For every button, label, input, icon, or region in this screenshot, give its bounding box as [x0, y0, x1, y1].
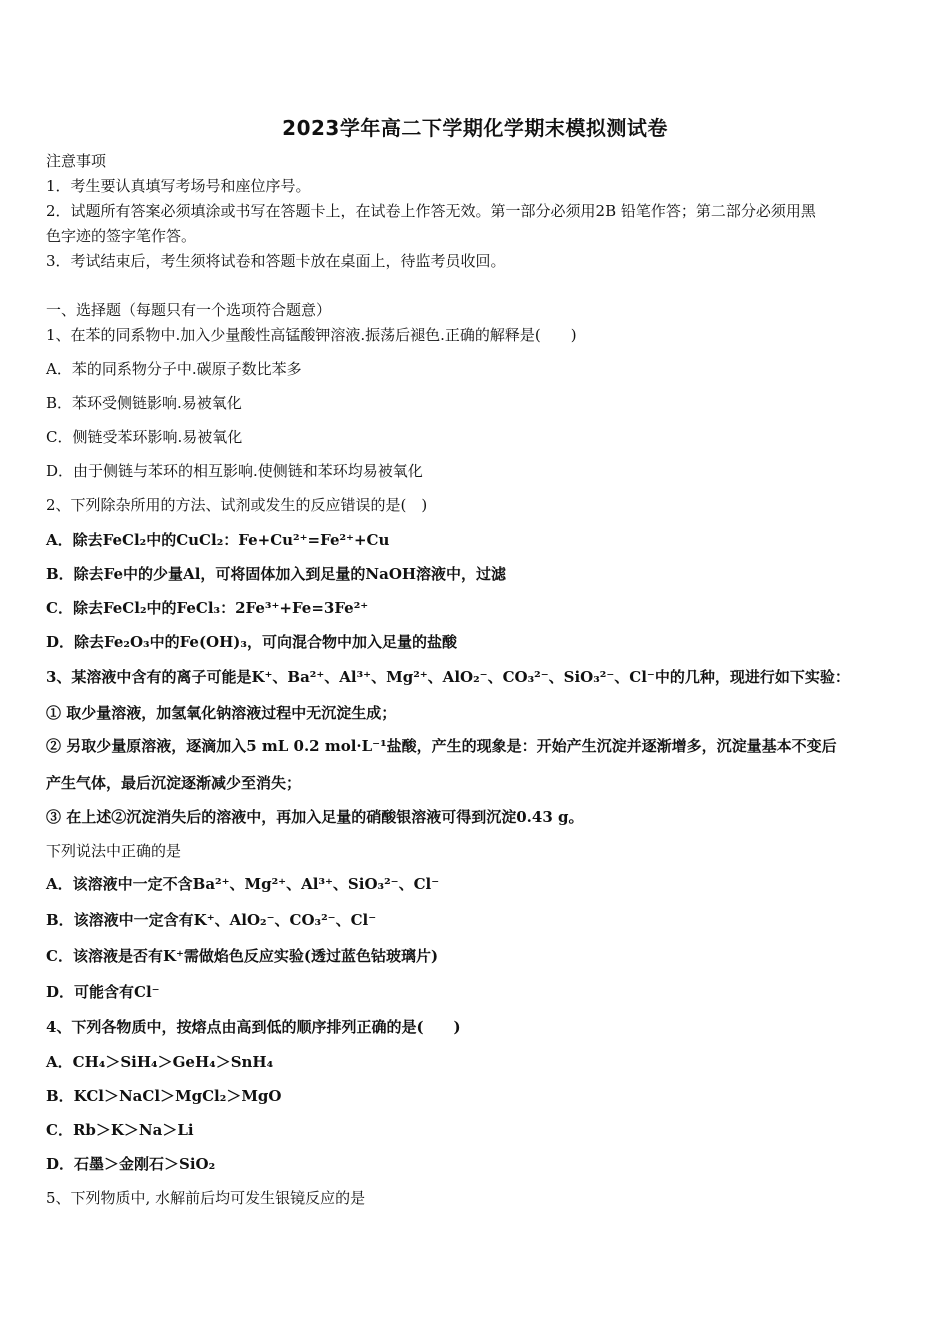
q3-experiment-1: ① 取少量溶液，加氢氧化钠溶液过程中无沉淀生成； — [46, 704, 397, 722]
q2-option-a: A．除去FeCl₂中的CuCl₂：Fe+Cu²⁺=Fe²⁺+Cu — [46, 531, 390, 549]
notice-item-2: 2．试题所有答案必须填涂或书写在答题卡上，在试卷上作答无效。第一部分必须用2B 铅笔作答；第二部分必须用黑 — [46, 202, 816, 220]
q4-option-a: A．CH₄＞SiH₄＞GeH₄＞SnH₄ — [46, 1053, 274, 1071]
notice-item-2-cont: 色字迹的签字笔作答。 — [46, 227, 197, 245]
q4-stem: 4、下列各物质中，按熔点由高到低的顺序排列正确的是( ) — [46, 1018, 461, 1036]
q3-option-d: D．可能含有Cl⁻ — [46, 983, 160, 1001]
q1-stem: 1、在苯的同系物中.加入少量酸性高锰酸钾溶液.振荡后褪色.正确的解释是( ) — [46, 326, 577, 344]
q4-option-c: C．Rb＞K＞Na＞Li — [46, 1121, 194, 1139]
q3-option-b: B．该溶液中一定含有K⁺、AlO₂⁻、CO₃²⁻、Cl⁻ — [46, 911, 377, 929]
q3-option-a: A．该溶液中一定不含Ba²⁺、Mg²⁺、Al³⁺、SiO₃²⁻、Cl⁻ — [46, 875, 440, 893]
q5-stem: 5、下列物质中, 水解前后均可发生银镜反应的是 — [46, 1189, 366, 1207]
q2-option-c: C．除去FeCl₂中的FeCl₃：2Fe³⁺+Fe=3Fe²⁺ — [46, 599, 369, 617]
q3-experiment-2: ② 另取少量原溶液，逐滴加入5 mL 0.2 mol·L⁻¹盐酸，产生的现象是：开始产生沉淀并逐渐增多，沉淀量基本不变后 — [46, 737, 837, 755]
q4-option-b: B．KCl＞NaCl＞MgCl₂＞MgO — [46, 1087, 282, 1105]
page-title: 2023学年高二下学期化学期末模拟测试卷 — [282, 116, 668, 140]
notice-heading: 注意事项 — [46, 152, 107, 170]
q3-stem: 3、某溶液中含有的离子可能是K⁺、Ba²⁺、Al³⁺、Mg²⁺、AlO₂⁻、CO₃²⁻、SiO₃²⁻、Cl⁻中的几种，现进行如下实验： — [46, 668, 850, 686]
q2-option-b: B．除去Fe中的少量Al，可将固体加入到足量的NaOH溶液中，过滤 — [46, 565, 507, 583]
q3-experiment-3: ③ 在上述②沉淀消失后的溶液中，再加入足量的硝酸银溶液可得到沉淀0.43 g。 — [46, 808, 584, 826]
q1-option-d: D．由于侧链与苯环的相互影响.使侧链和苯环均易被氧化 — [46, 462, 423, 480]
q3-experiment-2-cont: 产生气体，最后沉淀逐渐减少至消失； — [46, 774, 302, 792]
q3-ask: 下列说法中正确的是 — [46, 842, 182, 860]
notice-item-1: 1．考生要认真填写考场号和座位序号。 — [46, 177, 311, 195]
q3-option-c: C．该溶液是否有K⁺需做焰色反应实验(透过蓝色钴玻璃片) — [46, 947, 439, 965]
notice-item-3: 3．考试结束后，考生须将试卷和答题卡放在桌面上，待监考员收回。 — [46, 252, 506, 270]
q2-stem: 2、下列除杂所用的方法、试剂或发生的反应错误的是( ) — [46, 496, 428, 514]
q1-option-b: B．苯环受侧链影响.易被氧化 — [46, 394, 242, 412]
q4-option-d: D．石墨＞金刚石＞SiO₂ — [46, 1155, 216, 1173]
q2-option-d: D．除去Fe₂O₃中的Fe(OH)₃，可向混合物中加入足量的盐酸 — [46, 633, 457, 651]
section-heading: 一、选择题（每题只有一个选项符合题意） — [46, 301, 332, 319]
q1-option-c: C．侧链受苯环影响.易被氧化 — [46, 428, 243, 446]
q1-option-a: A．苯的同系物分子中.碳原子数比苯多 — [46, 360, 302, 378]
